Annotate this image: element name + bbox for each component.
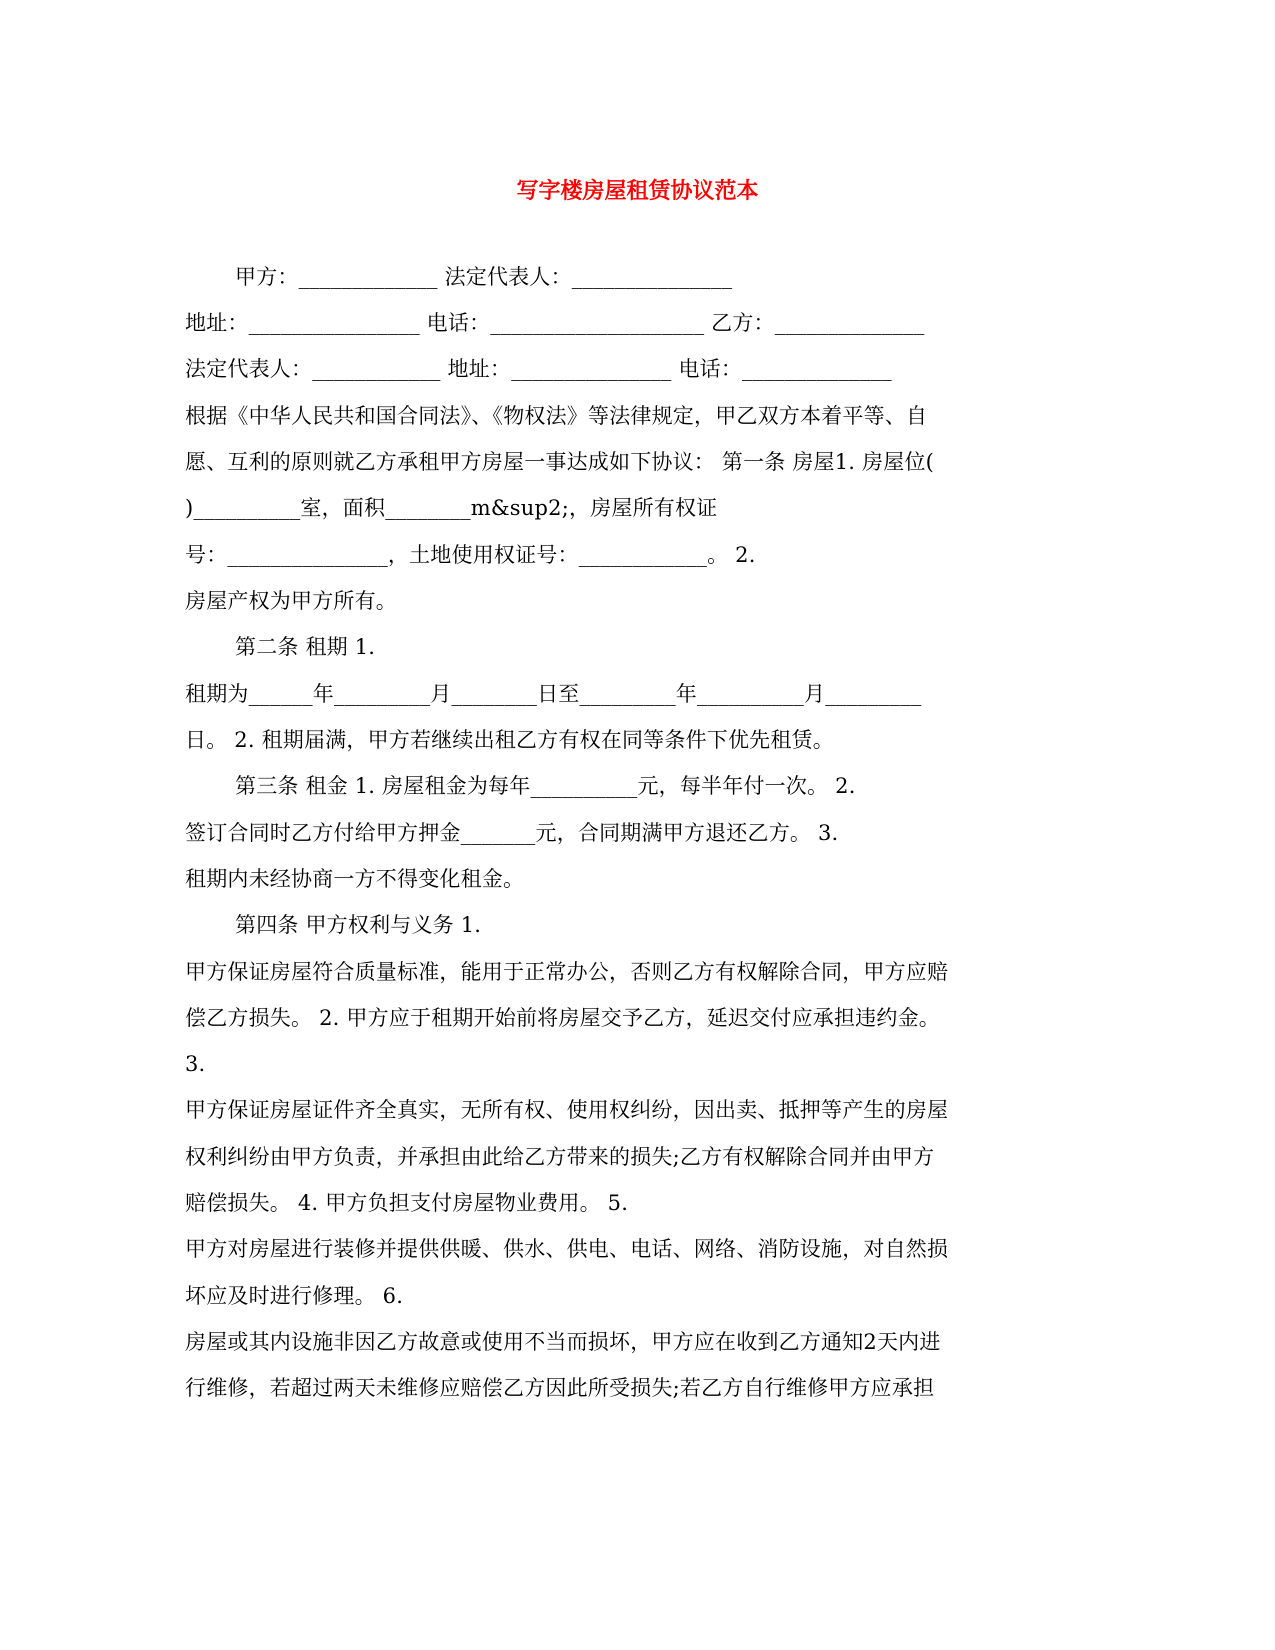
text-line: 甲方保证房屋符合质量标准，能用于正常办公，否则乙方有权解除合同，甲方应赔 <box>185 960 949 984</box>
text-line: 房屋产权为甲方所有。 <box>185 589 397 613</box>
text-line: 租期为______年_________月________日至_________年__________月_________ <box>185 682 922 706</box>
text-line: 赔偿损失。 4. 甲方负担支付房屋物业费用。 5. <box>185 1191 629 1215</box>
text-line: 权利纠纷由甲方负责，并承担由此给乙方带来的损失;乙方有权解除合同并由甲方 <box>185 1145 935 1169</box>
text-line: 根据《中华人民共和国合同法》、《物权法》等法律规定，甲乙双方本着平等、自 <box>185 404 928 428</box>
text-line: 法定代表人：____________ 地址：_______________ 电话：______________ <box>185 357 892 381</box>
text-line: 第四条 甲方权利与义务 1. <box>235 913 482 937</box>
text-line: 房屋或其内设施非因乙方故意或使用不当而损坏，甲方应在收到乙方通知2天内进 <box>185 1330 941 1354</box>
text-line: 第三条 租金 1. 房屋租金为每年__________元，每半年付一次。 2. <box>235 774 856 798</box>
text-line: 地址：________________ 电话：____________________ 乙方：______________ <box>185 311 925 335</box>
text-line: 坏应及时进行修理。 6. <box>185 1284 404 1308</box>
text-line: 行维修，若超过两天未维修应赔偿乙方因此所受损失;若乙方自行维修甲方应承担 <box>185 1376 935 1400</box>
text-line: 甲方对房屋进行装修并提供供暖、供水、供电、电话、网络、消防设施，对自然损 <box>185 1237 949 1261</box>
text-line: 甲方保证房屋证件齐全真实，无所有权、使用权纠纷，因出卖、抵押等产生的房屋 <box>185 1098 949 1122</box>
text-line: 租期内未经协商一方不得变化租金。 <box>185 867 525 891</box>
text-line: 签订合同时乙方付给甲方押金_______元，合同期满甲方退还乙方。 3. <box>185 821 839 845</box>
text-line: 号：_______________，土地使用权证号：____________。 2. <box>185 543 756 567</box>
text-line: 甲方：_____________ 法定代表人：_______________ <box>235 265 733 289</box>
text-line: 3. <box>185 1052 206 1076</box>
text-line: 第二条 租期 1. <box>235 635 376 659</box>
text-line: 愿、互利的原则就乙方承租甲方房屋一事达成如下协议： 第一条 房屋1. 房屋位( <box>185 450 935 474</box>
text-line: 日。 2. 租期届满，甲方若继续出租乙方有权在同等条件下优先租赁。 <box>185 728 834 752</box>
document-title: 写字楼房屋租赁协议范本 <box>516 178 759 204</box>
text-line: 偿乙方损失。 2. 甲方应于租期开始前将房屋交予乙方，延迟交付应承担违约金。 <box>185 1006 940 1030</box>
text-line: )__________室，面积________m&sup2;，房屋所有权证 <box>185 496 718 520</box>
